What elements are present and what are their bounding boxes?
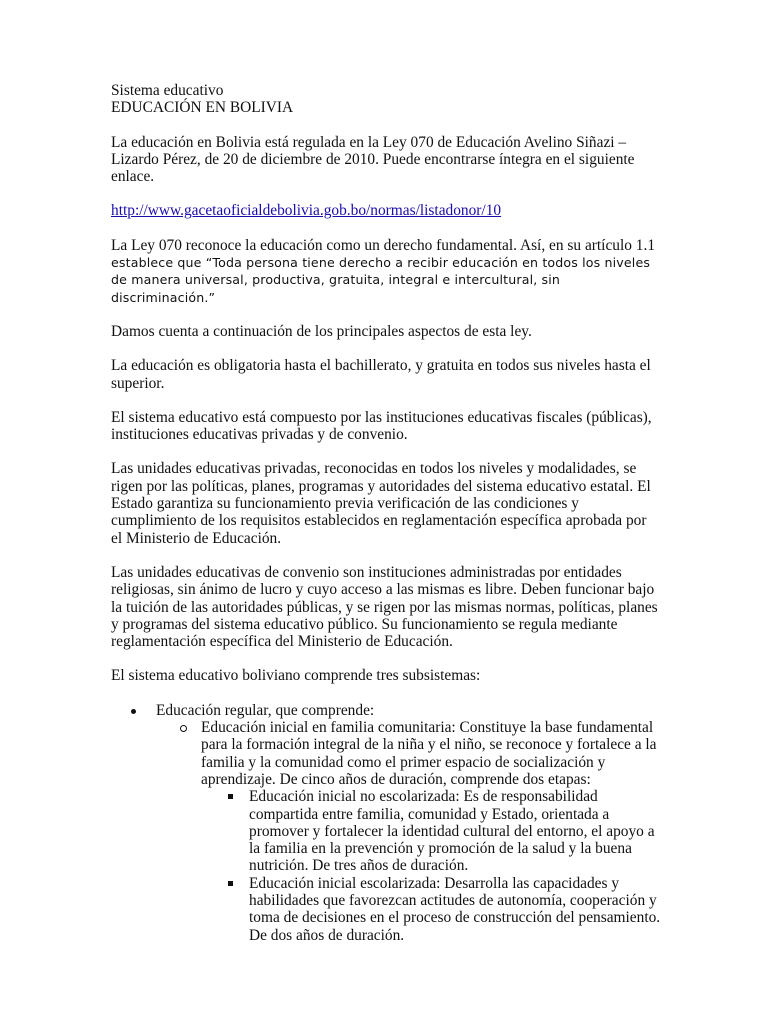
document-body: [111, 82, 661, 944]
private-units-paragraph: Las unidades educativas privadas, reconocidas en todos los niveles y modalidades, se rigen por las políticas, planes, programas y autoridades del sistema educativo estatal. El Estado garantiza su funcionamiento previa verificación de las condiciones y cumplimiento de los requisitos establecidos en reglamentación específica aprobada por el Ministerio de Educación.: [111, 460, 651, 547]
composition-paragraph: El sistema educativo está compuesto por las instituciones educativas fiscales (públicas), instituciones educativas privadas y de convenio.: [111, 408, 652, 444]
section-label: Sistema educativo: [111, 82, 224, 99]
list-item: [201, 875, 661, 944]
article-quote-text: establece que “Toda persona tiene derecho a recibir educación en todos los niveles de manera universal, productiva, gratuita, integral e intercultural, sin discriminación.”: [111, 255, 651, 305]
bullet-square-icon: [228, 881, 233, 886]
article-paragraph: [111, 237, 661, 306]
list-item-text: Educación inicial escolarizada: Desarrolla las capacidades y habilidades que favorezcan actitudes de autonomía, cooperación y toma de decisiones en el proceso de construcción del pensamiento. De dos años de duración.: [249, 874, 661, 944]
list-item: [201, 788, 661, 874]
list-item-text: Educación regular, que comprende:: [156, 701, 375, 719]
subsystems-list: [111, 702, 661, 944]
list-item-text: Educación inicial en familia comunitaria: Constituye la base fundamental para la formación integral de la niña y el niño, se reconoce y fortalece a la familia y la comunidad como el primer espacio de socialización y aprendizaje. De cinco años de duración, comprende dos etapas:: [201, 719, 657, 788]
gaceta-oficial-link[interactable]: http://www.gacetaoficialdebolivia.gob.bo/normas/listadonor/10: [111, 202, 502, 220]
regular-education-list: [156, 719, 661, 944]
convenio-units-paragraph: Las unidades educativas de convenio son instituciones administradas por entidades religiosas, sin ánimo de lucro y cuyo acceso a las mismas es libre. Deben funcionar bajo la tuición de las autoridades públicas, y se rigen por las mismas normas, políticas, planes y programas del sistema educativo público. Su funcionamiento se regula mediante reglamentación específica del Ministerio de Educación.: [111, 563, 658, 651]
list-item: [111, 702, 661, 944]
list-item-text: Educación inicial no escolarizada: Es de responsabilidad compartida entre familia, comunidad y Estado, orientada a promover y fortalecer la identidad cultural del entorno, el apoyo a la familia en la prevención y promoción de la salud y la buena nutrición. De tres años de duración.: [249, 788, 655, 875]
aspects-paragraph: Damos cuenta a continuación de los principales aspectos de esta ley.: [111, 322, 532, 340]
initial-education-stages-list: [201, 788, 661, 944]
obligatoria-paragraph: La educación es obligatoria hasta el bachillerato, y gratuita en todos sus niveles hasta el superior.: [111, 357, 651, 392]
list-item: [156, 719, 661, 944]
bullet-circle-icon: [180, 725, 187, 732]
article-intro-text: La Ley 070 reconoce la educación como un derecho fundamental. Así, en su artículo 1.1: [111, 236, 656, 254]
document-title: EDUCACIÓN EN BOLIVIA: [111, 99, 294, 117]
bullet-square-icon: [228, 794, 233, 799]
source-link-paragraph: [111, 202, 661, 219]
bullet-disc-icon: [131, 709, 136, 714]
subsystems-paragraph: El sistema educativo boliviano comprende tres subsistemas:: [111, 667, 481, 685]
intro-paragraph: La educación en Bolivia está regulada en la Ley 070 de Educación Avelino Siñazi – Lizardo Pérez, de 20 de diciembre de 2010. Puede encontrarse íntegra en el siguiente enlace.: [111, 133, 635, 186]
